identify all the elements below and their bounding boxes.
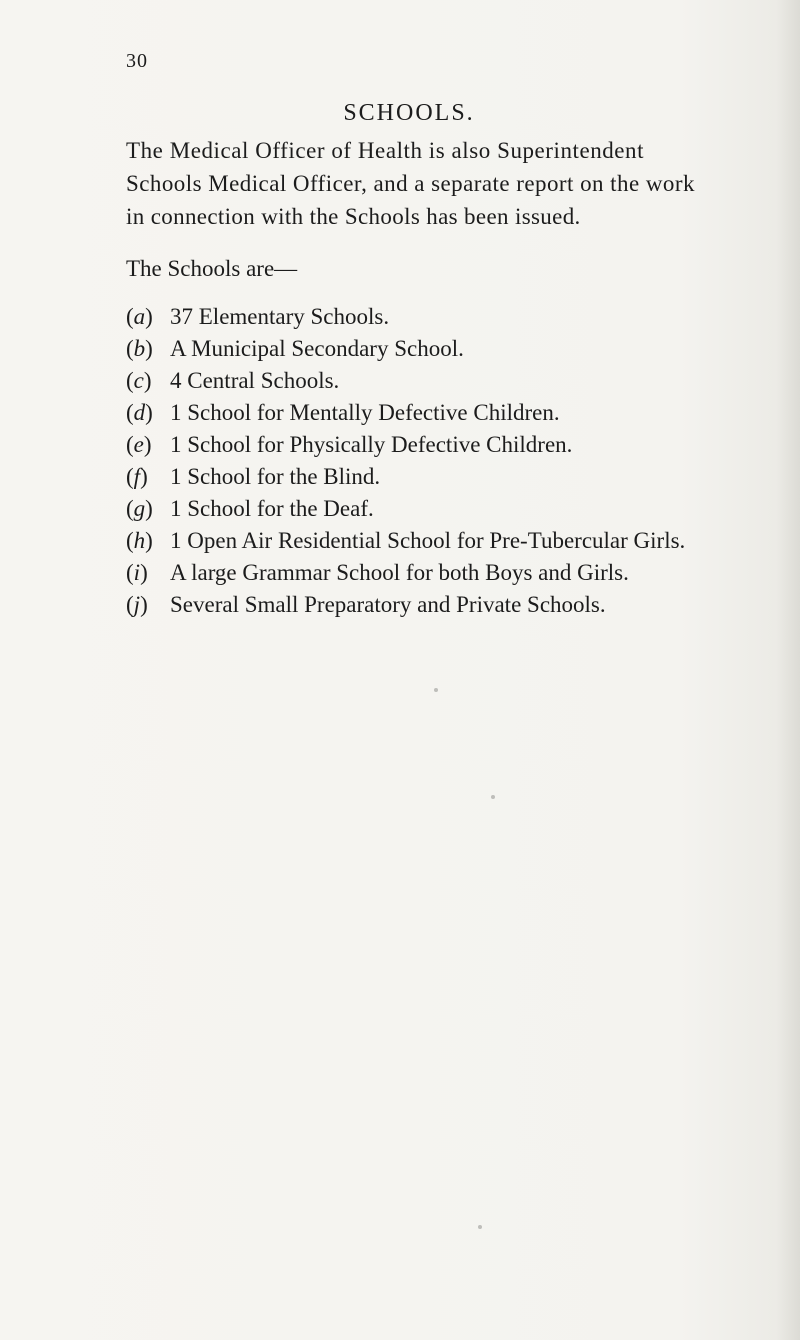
list-item-text: 1 School for Mentally Defective Children.	[170, 400, 560, 425]
list-marker: (c)	[126, 368, 152, 393]
intro-line: Schools Medical Officer, and a separate report on the work	[126, 171, 695, 196]
paper-speck	[491, 795, 495, 799]
list-marker: (i)	[126, 560, 148, 585]
schools-list	[126, 302, 786, 622]
section-heading: SCHOOLS.	[343, 100, 475, 126]
list-marker: (j)	[126, 592, 148, 617]
list-item	[126, 494, 786, 523]
list-item-text: 4 Central Schools.	[170, 368, 340, 393]
list-item	[126, 302, 786, 331]
list-item-text: 1 School for the Deaf.	[170, 496, 374, 521]
list-marker: (g)	[126, 496, 153, 521]
list-item-text: 1 School for the Blind.	[170, 464, 381, 489]
list-item	[126, 430, 786, 459]
intro-line: The Medical Officer of Health is also Superintendent	[126, 138, 645, 163]
list-item-text: 1 Open Air Residential School for Pre-Tubercular Girls.	[170, 528, 686, 553]
list-marker: (d)	[126, 400, 153, 425]
list-item-text: 37 Elementary Schools.	[170, 304, 390, 329]
list-item-text: Several Small Preparatory and Private Schools.	[170, 592, 606, 617]
paper-speck	[434, 688, 438, 692]
paper-speck	[478, 1225, 482, 1229]
list-item	[126, 398, 786, 427]
list-item	[126, 526, 786, 555]
list-marker: (e)	[126, 432, 152, 457]
intro-line: in connection with the Schools has been issued.	[126, 204, 581, 229]
list-marker: (h)	[126, 528, 153, 553]
page-number: 30	[126, 50, 148, 72]
list-item	[126, 590, 786, 619]
list-item-text: 1 School for Physically Defective Children.	[170, 432, 573, 457]
list-item-text: A Municipal Secondary School.	[170, 336, 464, 361]
list-intro: The Schools are—	[126, 256, 298, 281]
list-item	[126, 462, 786, 491]
list-marker: (a)	[126, 304, 153, 329]
list-item	[126, 334, 786, 363]
list-item	[126, 366, 786, 395]
list-item	[126, 558, 786, 587]
list-marker: (b)	[126, 336, 153, 361]
list-marker: (f)	[126, 464, 148, 489]
list-item-text: A large Grammar School for both Boys and Girls.	[170, 560, 629, 585]
